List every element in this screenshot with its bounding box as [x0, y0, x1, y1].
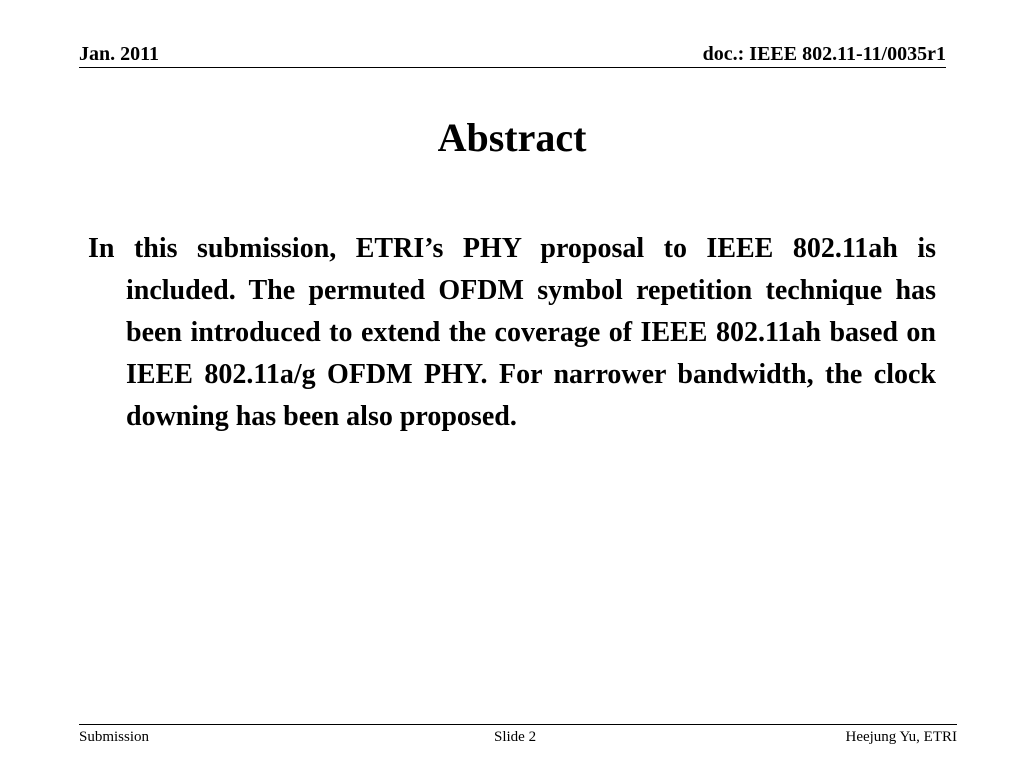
- header-doc-id: doc.: IEEE 802.11-11/0035r1: [702, 43, 946, 65]
- footer-slide-number: Slide 2: [494, 729, 537, 745]
- header-divider: [79, 67, 946, 68]
- footer-divider: [79, 724, 957, 725]
- footer-submission: Submission: [79, 729, 150, 745]
- slide-title: Abstract: [437, 115, 587, 160]
- footer-author: Heejung Yu, ETRI: [845, 729, 957, 745]
- header-date: Jan. 2011: [79, 43, 160, 65]
- abstract-paragraph: In this submission, ETRI’s PHY proposal to IEEE 802.11ah is included. The permuted OFDM symbol repetition technique has been introduced to extend the coverage of IEEE 802.11ah based on IEEE 802.11a/g OFDM PHY. For narrower bandwidth, the clock downing has been also proposed.: [88, 233, 936, 432]
